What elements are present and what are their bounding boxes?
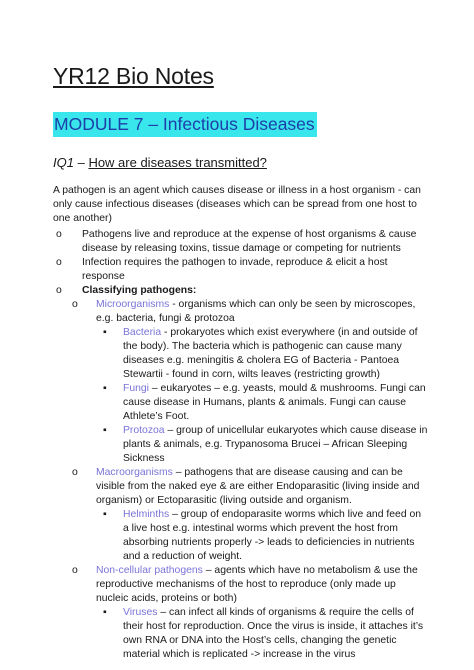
bullet-marker: o (56, 229, 62, 240)
bullet-marker: ▪ (103, 425, 107, 436)
term-label: Protozoa (123, 425, 165, 436)
inquiry-question: How are diseases transmitted? (88, 155, 267, 170)
term-description: – group of endoparasite worms which live and feed on a live host e.g. intestinal worms which prevent the host from absorbing nutrients properly -> leads to deficiencies in nutrients and a reduction of weight. (123, 509, 422, 562)
intro-paragraph: A pathogen is an agent which causes disease or illness in a host organism - can only cause infectious diseases (diseases which can be spread from one host to one another) (53, 185, 421, 224)
bullet-text: Pathogens live and reproduce at the expense of host organisms & cause disease by releasing toxins, tissue damage or competing for nutrients (82, 229, 417, 254)
inquiry-code: IQ1 (53, 155, 74, 170)
bullet-classifying-pathogens (53, 284, 422, 298)
bullet-marker: o (72, 565, 78, 576)
bullet-marker: o (56, 257, 62, 268)
class-macroorganisms (53, 466, 422, 508)
term-label: Macroorganisms (96, 467, 173, 478)
term-label: Non-cellular pathogens (96, 565, 203, 576)
term-label: Fungi (123, 383, 149, 394)
term-label: Bacteria (123, 327, 162, 338)
class-non-cellular-pathogens (53, 564, 422, 606)
bullet-text: Classifying pathogens: (82, 285, 197, 296)
inquiry-question-heading (53, 155, 267, 170)
bullet-marker: ▪ (103, 327, 107, 338)
document-title: YR12 Bio Notes (53, 63, 214, 89)
term-description: - prokaryotes which exist everywhere (in and outside of the body). The bacteria which is pathogenic can cause many diseases e.g. meningitis & cholera EG of Bacteria - Pantoea Stewartii - found in corn, wilts leaves (restricting growth) (123, 327, 418, 380)
bullet-marker: o (72, 467, 78, 478)
class-fungi (53, 382, 428, 424)
term-description: – can infect all kinds of organisms & require the cells of their host for reproduction. Once the virus is inside, it attaches it’s own RNA or DNA into the Host’s cells, changing the genetic material which is replicated -> increase in the virus (123, 607, 424, 660)
term-description: – agents which have no metabolism & use the reproductive mechanisms of the host to reproduce (only made up nucleic acids, proteins or both) (96, 565, 418, 604)
term-description: – group of unicellular eukaryotes which cause disease in plants & animals, e.g. Trypanosoma Brucei – African Sleeping Sickness (123, 425, 428, 464)
term-description: – eukaryotes – e.g. yeasts, mould & mushrooms. Fungi can cause disease in Humans, plants & animals. Fungi can cause Athlete’s Foot. (123, 383, 426, 422)
bullet-pathogens-live (53, 228, 422, 256)
bullet-marker: o (56, 285, 62, 296)
bullet-marker: ▪ (103, 383, 107, 394)
class-viruses (53, 606, 428, 662)
bullet-marker: o (72, 299, 78, 310)
class-helminths (53, 508, 428, 564)
term-label: Viruses (123, 607, 158, 618)
class-bacteria (53, 326, 428, 382)
inquiry-separator: – (73, 155, 89, 170)
notes-body (53, 184, 473, 662)
term-label: Helminths (123, 509, 170, 520)
term-description: - organisms which can only be seen by microscopes, e.g. bacteria, fungi & protozoa (96, 299, 416, 324)
bullet-infection-requires (53, 256, 422, 284)
module-heading: MODULE 7 – Infectious Diseases (53, 112, 317, 137)
term-description: – pathogens that are disease causing and can be visible from the naked eye & are either Endoparasitic (living inside and organism) or Ectoparasitic (living outside and organism. (96, 467, 420, 506)
class-microorganisms (53, 298, 422, 326)
bullet-marker: ▪ (103, 509, 107, 520)
bullet-text: Infection requires the pathogen to invade, reproduce & elicit a host response (82, 257, 388, 282)
class-protozoa (53, 424, 428, 466)
term-label: Microorganisms (96, 299, 170, 310)
bullet-marker: ▪ (103, 607, 107, 618)
